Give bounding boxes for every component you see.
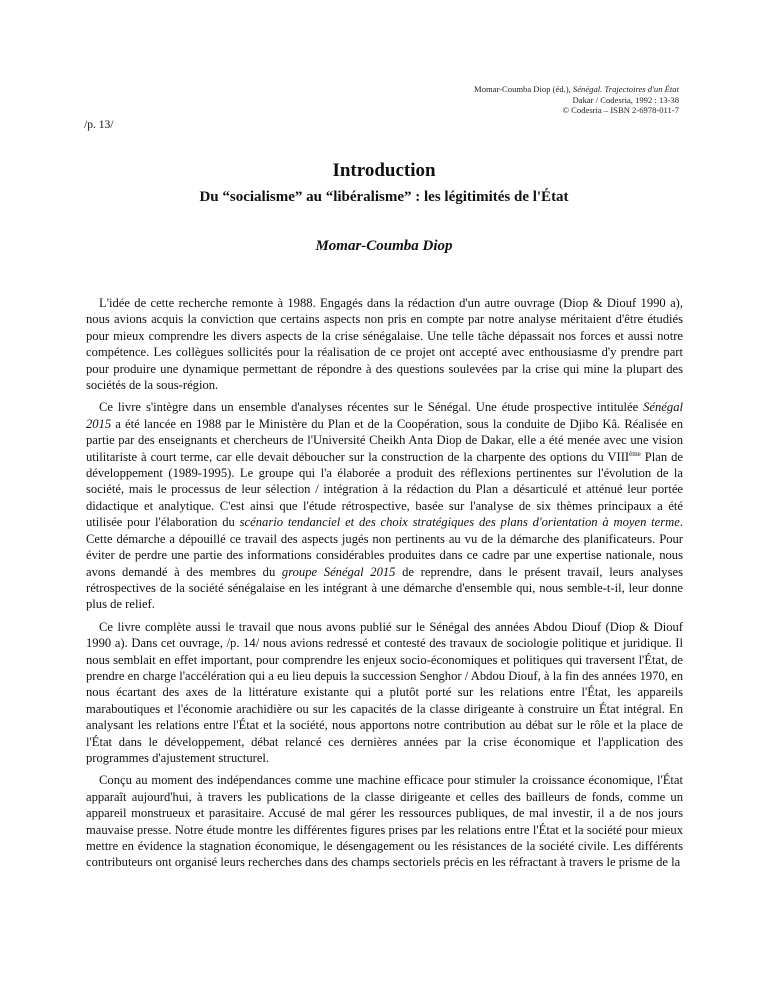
page-marker: /p. 13/ [84, 119, 114, 131]
citation-editor: Momar-Coumba Diop (éd.), [474, 84, 573, 94]
citation-line-3: © Codesria – ISBN 2-6978-011-7 [562, 105, 679, 116]
citation-line-1 [474, 84, 679, 95]
chapter-author: Momar-Coumba Diop [315, 238, 453, 254]
citation-line-2: Dakar / Codesria, 1992 : 13-38 [572, 94, 679, 105]
paragraph-1: L'idée de cette recherche remonte à 1988. Engagés dans la rédaction d'un autre ouvrage (Diop & Diouf 1990 a), nous avions acquis la conviction que certains aspects non pris en compte par notre analyse méritaient d'être étudiés pour mieux comprendre les divers aspects de la crise sénégalaise. Une telle tâche dépassait nos forces et aussi notre compétence. Les collègues sollicités pour la réalisation de ce projet ont accepté avec enthousiasme d'y prendre part pour produire une dynamique permettant de répondre à des questions soulevées par la crise qui mine la plupart des sociétés de la sous-région. [86, 296, 683, 393]
paragraph-2: Ce livre s'intègre dans un ensemble d'analyses récentes sur le Sénégal. Une étude prospective intitulée Sénégal 2015 a été lancée en 1988 par le Ministère du Plan et de la Coopération, sous la conduite de Djibo Kâ. Réalisée en partie par des enseignants et chercheurs de l'Université Cheikh Anta Diop de Dakar, elle a été menée avec une vision utilitariste à court terme, car elle devait déboucher sur la construction de la charpente des options du VIIIème Plan de développement (1989-1995). Le groupe qui l'a élaborée a produit des réflexions pertinentes sur l'évolution de la société, mais le processus de leur sélection / intégration à la rédaction du Plan a désarticulé et atténué leur portée didactique et analytique. C'est ainsi que l'étude rétrospective, basée sur l'analyse de six thèmes principaux a été utilisée pour l'élaboration du scénario tendanciel et des choix stratégiques des plans d'orientation à moyen terme. Cette démarche a dépouillé ce travail des aspects jugés non pertinents au vu de la démarche des planificateurs. Pour éviter de perdre une partie des informations considérables produites dans ce cadre par une expertise nationale, nous avons demandé à des membres du groupe Sénégal 2015 de reprendre, dans le présent travail, leurs analyses rétrospectives de la société sénégalaise en les intégrant à une démarche d'ensemble qui, nous semble-t-il, leur donne plus de relief. [86, 400, 683, 612]
citation-header [474, 84, 679, 116]
italic-sengal-2015: Sénégal 2015 [86, 400, 683, 431]
italic-scenario: scénario tendanciel et des choix stratégiques des plans d'orientation à moyen terme [239, 515, 680, 530]
paragraph-4: Conçu au moment des indépendances comme une machine efficace pour stimuler la croissance économique, l'État apparaît aujourd'hui, à travers les publications de la classe dirigeante et celles des bailleurs de fonds, comme un appareil monstrueux et parasitaire. Accusé de mal gérer les ressources publiques, de mal investir, il a de nos jours mauvaise presse. Notre étude montre les différentes figures prises par les relations entre l'État et la société pour mieux mettre en évidence la stagnation économique, le désengagement ou les résistances de la société civile. Les différents contributeurs ont organisé leurs recherches dans des champs sectoriels précis en les réfractant à travers le prisme de la [86, 773, 683, 870]
citation-book-title: Sénégal. Trajectoires d'un État [572, 84, 679, 94]
superscript-eme: ème [629, 449, 641, 458]
body-text [86, 295, 683, 877]
chapter-title: Introduction [332, 160, 436, 181]
italic-groupe: groupe Sénégal 2015 [281, 564, 396, 579]
paragraph-3: Ce livre complète aussi le travail que nous avons publié sur le Sénégal des années Abdou Diouf (Diop & Diouf 1990 a). Dans cet ouvrage, /p. 14/ nous avions redressé et contesté des travaux de sociologie politique et juridique. Il nous semblait en effet important, pour comprendre les enjeux socio-économiques et politiques qui traversent l'État, de prendre en charge l'accélération qui a eu lieu depuis la succession Senghor / Abdou Diouf, à la fin des années 1970, en nous écartant des axes de la littérature existante qui a plutôt porté sur les relations entre l'État, les appareils maraboutiques et l'économie arachidière ou sur les capacités de la classe dirigeante à construire un État intégral. En analysant les relations entre l'État et la société, nous apportons notre contribution au débat sur le rôle et la place de l'État dans le développement, débat relancé ces dernières années par la crise économique et l'application des programmes d'ajustement structurel. [86, 619, 683, 765]
chapter-subtitle: Du “socialisme” au “libéralisme” : les légitimités de l'État [199, 189, 569, 205]
